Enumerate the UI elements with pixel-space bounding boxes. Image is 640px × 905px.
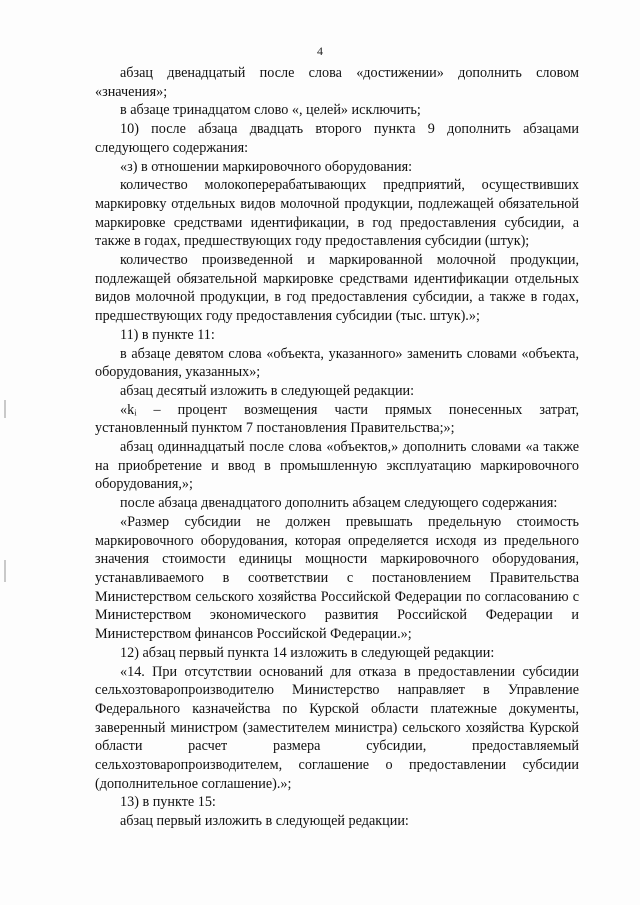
paragraph: 11) в пункте 11:: [120, 326, 215, 343]
paragraph: 13) в пункте 15:: [120, 794, 216, 811]
paragraph: после абзаца двенадцатого дополнить абзацем следующего содержания:: [120, 495, 558, 512]
paragraph: в абзаце тринадцатом слово «, целей» исключить;: [120, 102, 421, 119]
paragraph: абзац одиннадцатый после слова «объектов,» дополнить словами «а также на приобретение и ввод в промышленную эксплуатацию маркировочного оборудования,»;: [95, 439, 579, 493]
paragraph: 12) абзац первый пункта 14 изложить в следующей редакции:: [120, 644, 495, 661]
paragraph: количество молокоперерабатывающих предприятий, осуществивших маркировку отдельных видов молочной продукции, подлежащей обязательной маркировке средствами идентификации, в год предоставления субсидии, а также в годах, предшествующих году предоставления субсидии (штук);: [95, 177, 579, 250]
page-number: 4: [317, 44, 323, 58]
paragraph: абзац десятый изложить в следующей редакции:: [120, 382, 415, 399]
paragraph: абзац двенадцатый после слова «достижении» дополнить словом «значения»;: [95, 65, 579, 100]
scan-margin-mark: [4, 400, 6, 418]
paragraph: 10) после абзаца двадцать второго пункта 9 дополнить абзацами следующего содержания:: [95, 121, 579, 156]
document-body: [95, 64, 579, 831]
paragraph: «kᵢ – процент возмещения части прямых понесенных затрат, установленный пунктом 7 постановления Правительства;»;: [95, 401, 579, 437]
scan-margin-mark: [4, 560, 6, 582]
paragraph: абзац первый изложить в следующей редакции:: [120, 813, 409, 830]
paragraph: количество произведенной и маркированной молочной продукции, подлежащей обязательной маркировке средствами идентификации отдельных видов молочной продукции, в год предоставления субсидии, а также в годах, предшествующих году предоставления субсидии (тыс. штук).»;: [95, 252, 579, 325]
paragraph: «Размер субсидии не должен превышать предельную стоимость маркировочного оборудования, которая определяется исходя из предельного значения стоимости единицы мощности маркировочного оборудования, устанавливаемого в соответствии с постановлением Правительства Министерством сельского хозяйства Российской Федерации по согласованию с Министерством экономического развития Российской Федерации и Министерством финансов Российской Федерации.»;: [95, 513, 579, 643]
paragraph: в абзаце девятом слова «объекта, указанного» заменить словами «объекта, оборудования, указанных»;: [95, 345, 579, 381]
paragraph: «14. При отсутствии оснований для отказа в предоставлении субсидии сельхозтоваропроизводителю Министерство направляет в Управление Федерального казначейства по Курской области платежные документы, заверенный министром (заместителем министра) сельского хозяйства Курской области расчет размера субсидии, предоставляемый сельхозтоваропроизводителем, соглашение о предоставлении субсидии (дополнительное соглашение).»;: [95, 663, 579, 792]
paragraph: «з) в отношении маркировочного оборудования:: [120, 158, 413, 175]
